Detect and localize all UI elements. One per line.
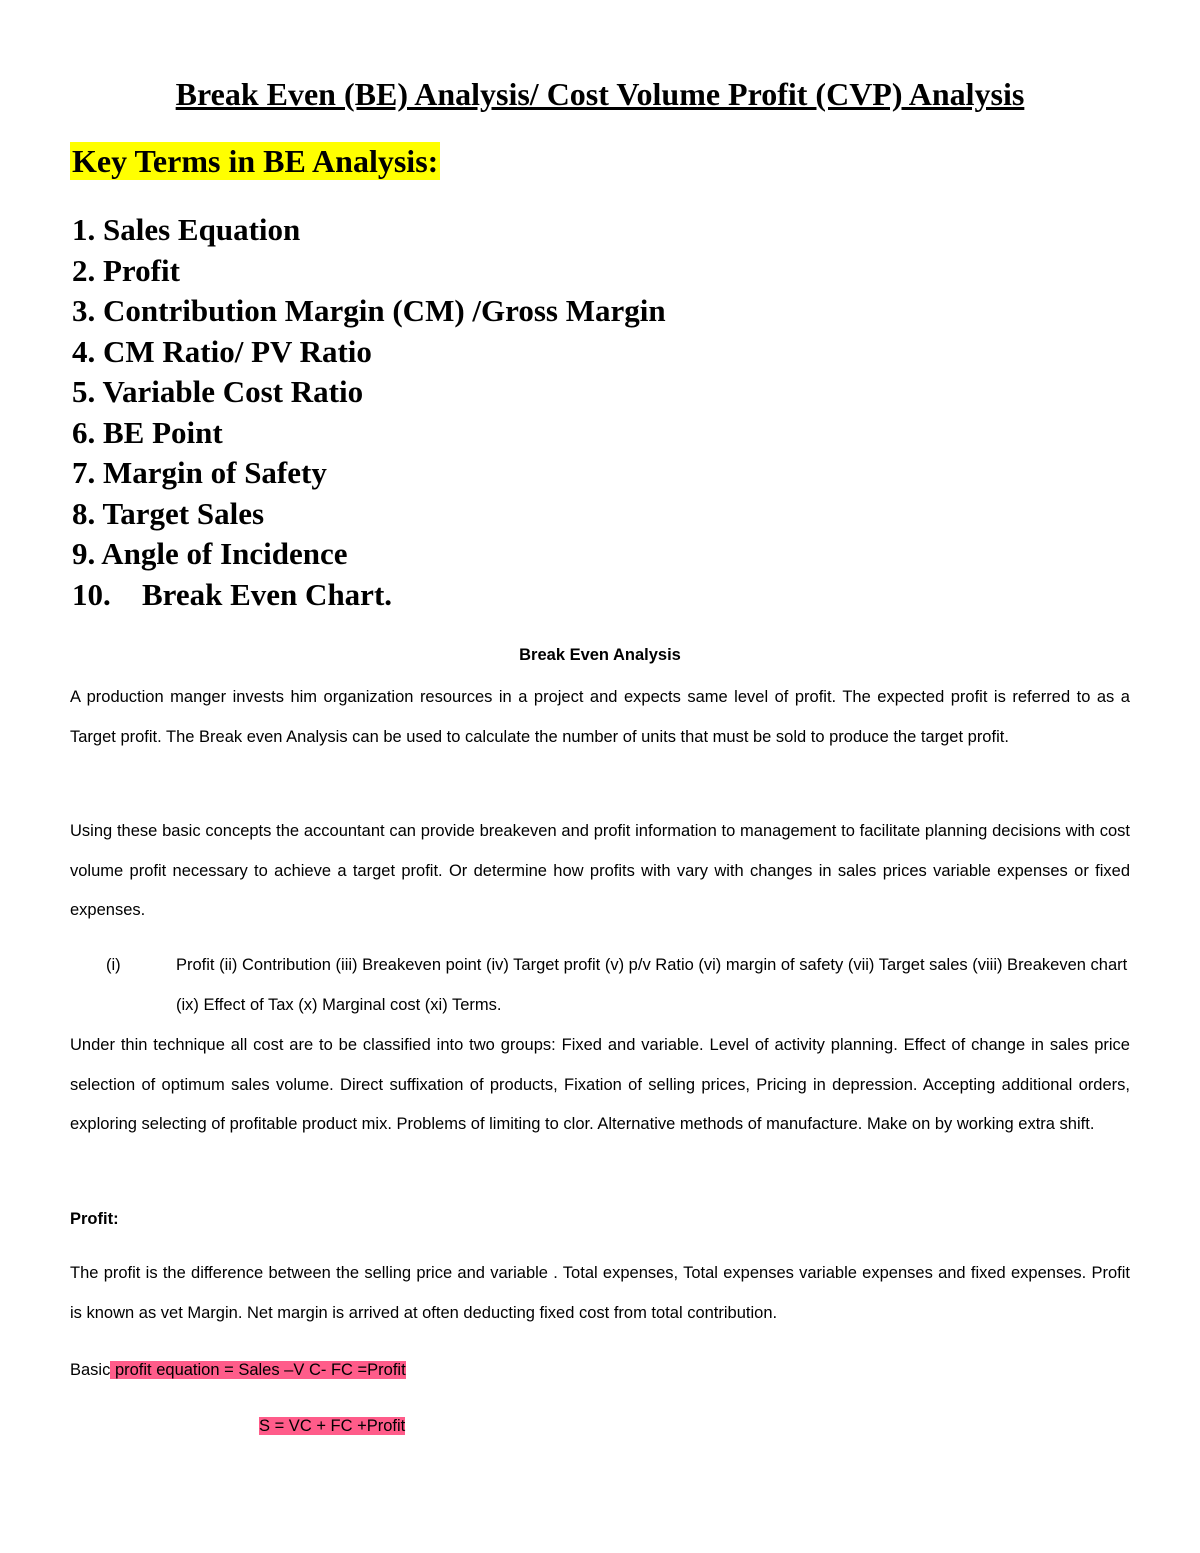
term-number: 6.: [72, 414, 96, 450]
term-item: [72, 210, 666, 251]
roman-item-text: Profit (ii) Contribution (iii) Breakeven point (iv) Target profit (v) p/v Ratio (vi) margin of safety (vii) Target sales (viii) Breakeven chart (ix) Effect of Tax (x) Marginal cost (xi) Terms.: [176, 956, 1128, 1014]
term-label: Margin of Safety: [103, 455, 327, 490]
term-item: [72, 494, 666, 535]
sales-equation-highlight: S = VC + FC +Profit: [259, 1417, 406, 1435]
key-terms-heading: Key Terms in BE Analysis:: [72, 143, 439, 179]
paragraph-profit-definition: The profit is the difference between the selling price and variable . Total expenses, Total expenses variable expenses and fixed expenses. Profit is known as vet Margin. Net margin is arrived at often deducting fixed cost from total contribution.: [70, 1264, 1130, 1322]
term-label: Break Even Chart.: [142, 576, 393, 612]
document-title: Break Even (BE) Analysis/ Cost Volume Profit (CVP) Analysis: [175, 76, 1025, 112]
term-number: 2.: [72, 252, 96, 288]
profit-heading: Profit:: [70, 1210, 119, 1228]
term-number: 8.: [72, 495, 96, 531]
equation-highlight: profit equation = Sales –V C- FC =Profit: [110, 1361, 406, 1379]
paragraph-technique: Under thin technique all cost are to be classified into two groups: Fixed and variable. Level of activity planning. Effect of change in sales price selection of optimum sales volume. Direct suffixation of products, Fixation of selling prices, Pricing in depression. Accepting additional orders, exploring selecting of profitable product mix. Problems of limiting to clor. Alternative methods of manufacture. Make on by working extra shift.: [70, 1036, 1130, 1133]
term-item: [72, 575, 666, 616]
term-item: [72, 332, 666, 373]
equation-prefix: Basic: [70, 1361, 111, 1379]
term-item: [72, 251, 666, 292]
term-item: [72, 413, 666, 454]
term-label: Profit: [103, 252, 180, 288]
term-number: 10.: [72, 576, 111, 612]
term-label: Contribution Margin (CM) /Gross Margin: [103, 293, 666, 328]
section-title: Break Even Analysis: [519, 646, 681, 664]
term-item: [72, 372, 666, 413]
paragraph-basic-concepts: Using these basic concepts the accountant can provide breakeven and profit information to management to facilitate planning decisions with cost volume profit necessary to achieve a target profit. Or determine how profits with vary with changes in sales prices variable expenses or fixed expenses.: [70, 822, 1130, 919]
term-number: 3.: [72, 293, 96, 328]
key-terms-list: [72, 210, 666, 615]
term-label: Angle of Incidence: [101, 536, 348, 571]
term-label: Sales Equation: [103, 212, 301, 247]
term-item: [72, 453, 666, 494]
term-number: 9.: [72, 536, 96, 571]
term-item: [72, 291, 666, 332]
term-label: CM Ratio/ PV Ratio: [103, 333, 372, 369]
term-label: Variable Cost Ratio: [102, 374, 364, 409]
paragraph-target-profit: A production manger invests him organization resources in a project and expects same level of profit. The expected profit is referred to as a Target profit. The Break even Analysis can be used to calculate the number of units that must be sold to produce the target profit.: [70, 688, 1130, 746]
term-number: 4.: [72, 333, 96, 369]
term-item: [72, 534, 666, 575]
basic-profit-equation: [70, 1358, 406, 1382]
sales-equation: [259, 1414, 405, 1438]
term-number: 5.: [72, 374, 96, 409]
roman-marker: (i): [106, 956, 121, 974]
term-label: Target Sales: [102, 495, 265, 531]
term-number: 1.: [72, 212, 96, 247]
roman-list-item: [70, 946, 1130, 1025]
term-number: 7.: [72, 455, 96, 490]
term-label: BE Point: [103, 414, 223, 450]
